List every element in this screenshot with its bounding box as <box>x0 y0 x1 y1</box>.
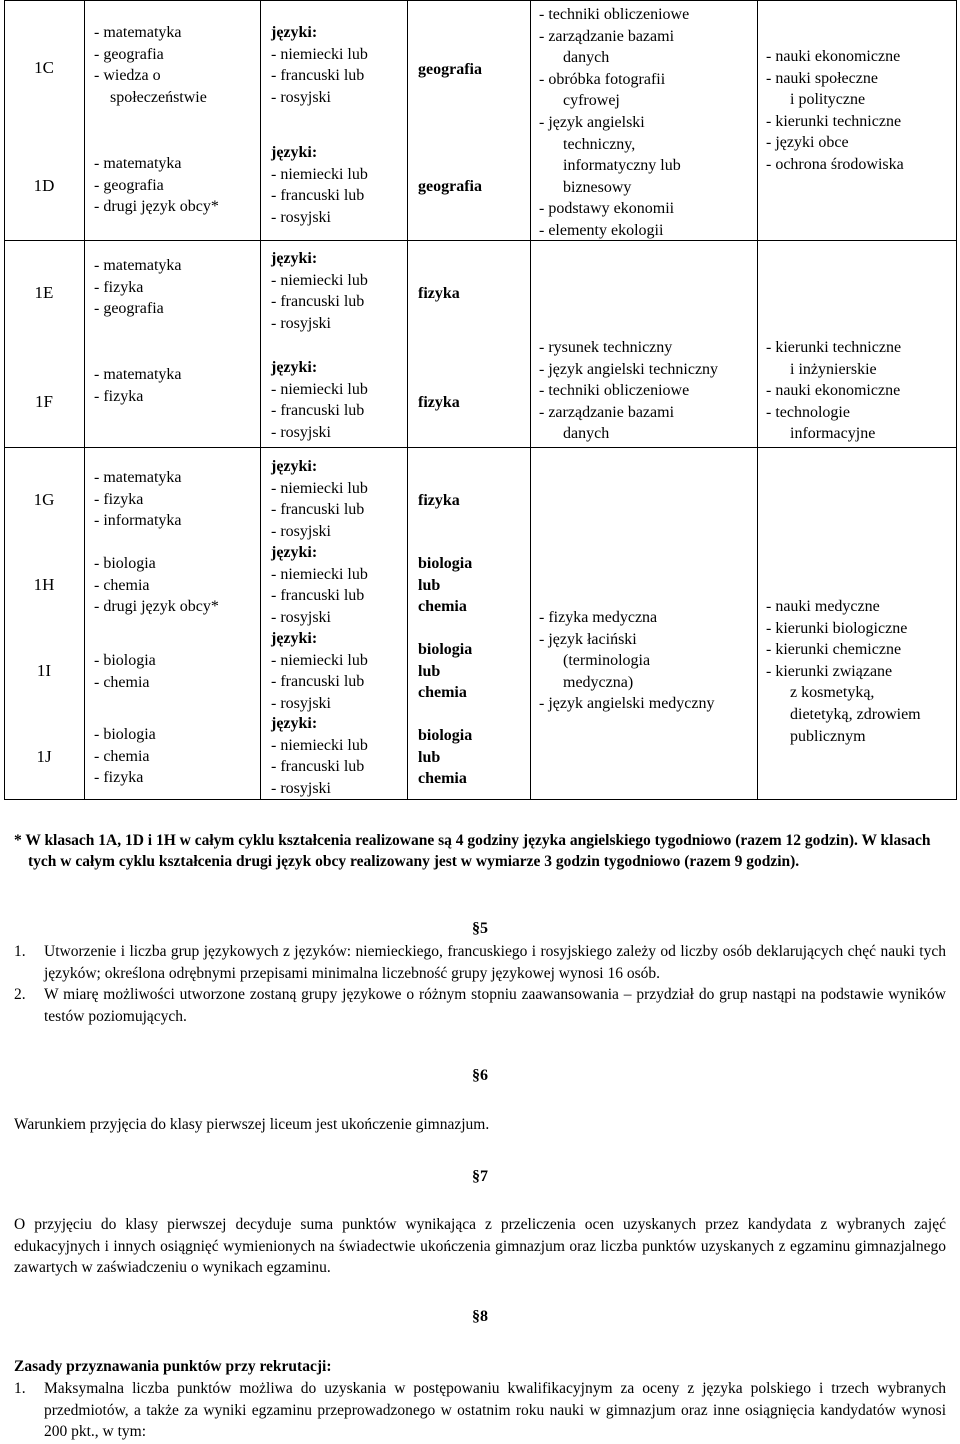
languages-1i <box>271 628 368 714</box>
languages-1h <box>271 542 368 628</box>
languages-title: języki: <box>271 458 318 475</box>
extra-1c: geografia <box>418 61 482 78</box>
languages-title: języki: <box>271 250 318 267</box>
languages-title: języki: <box>271 544 318 561</box>
languages-title: języki: <box>271 715 318 732</box>
item-text: W miarę możliwości utworzone zostaną grupy językowe o różnym stopniu zaawansowania – przydział do grup nastąpi na podstawie wyników testów poziomujących. <box>44 986 946 1025</box>
section-6-text: Warunkiem przyjęcia do klasy pierwszej liceum jest ukończenie gimnazjum. <box>14 1116 490 1133</box>
languages-list: - niemiecki lub - francuski lub - rosyjski <box>271 271 368 332</box>
extra-1f: fizyka <box>418 394 460 411</box>
section-8-title: §8 <box>472 1308 488 1325</box>
subjects-1e: - matematyka - fizyka - geografia <box>94 257 182 318</box>
list-item <box>14 984 946 1027</box>
section-5 <box>14 941 946 1027</box>
languages-list: - niemiecki lub - francuski lub - rosyjski <box>271 479 368 540</box>
fields-group-1: - nauki ekonomiczne - nauki społeczne i polityczne - kierunki techniczne - języki obce - ochrona środowiska <box>766 48 904 173</box>
languages-list: - niemiecki lub - francuski lub - rosyjski <box>271 165 368 226</box>
section-8-heading: Zasady przyznawania punktów przy rekrutacji: <box>14 1358 332 1375</box>
program-group-2: - rysunek techniczny - język angielski techniczny - techniki obliczeniowe - zarządzanie bazami danych <box>539 339 719 443</box>
extra-1j: biologia lub chemia <box>418 727 473 788</box>
item-number: 2. <box>14 986 26 1004</box>
subjects-1c: - matematyka - geografia - wiedza o społeczeństwie <box>94 24 207 106</box>
languages-list: - niemiecki lub - francuski lub - rosyjski <box>271 651 368 712</box>
item-number: 1. <box>14 943 26 960</box>
item-text: Maksymalna liczba punktów możliwa do uzyskania w postępowaniu kwalifikacyjnym za oceny z języka polskiego i trzech wybranych przedmiotów, a także za wyniki egzaminu przeprowadzonego w ostatnim roku nauki w gimnazjum oraz inne osiągnięcia kandydatów wynosi 200 pkt., w tym: <box>44 1380 946 1441</box>
extra-1g: fizyka <box>418 492 460 509</box>
class-1g: 1G <box>33 490 55 509</box>
extra-1d: geografia <box>418 178 482 195</box>
languages-1e <box>271 248 368 334</box>
item-number: 1. <box>14 1380 26 1397</box>
class-1e: 1E <box>34 283 54 302</box>
section-7-text: O przyjęciu do klasy pierwszej decyduje suma punktów wynikająca z przeliczenia ocen uzyskanych przez kandydata z wybranych zajęć edukacyjnych i innych osiągnięć wymienionych na świadectwie ukończenia gimnazjum oraz liczba punktów uzyskanych z egzaminu gimnazjalnego zawartych w zaświadczeniu o wynikach egzaminu. <box>14 1216 946 1277</box>
class-1f: 1F <box>35 392 53 411</box>
languages-list: - niemiecki lub - francuski lub - rosyjski <box>271 45 368 106</box>
subjects-1d: - matematyka - geografia - drugi język obcy* <box>94 155 219 216</box>
languages-1j <box>271 713 368 799</box>
extra-1i: biologia lub chemia <box>418 641 473 702</box>
class-1c: 1C <box>34 58 54 77</box>
footnote: * W klasach 1A, 1D i 1H w całym cyklu kształcenia realizowane są 4 godziny języka angielskiego tygodniowo (razem 12 godzin). W klasach tych w całym cyklu kształcenia drugi język obcy realizowany jest w wymiarze 3 godzin tygodniowo (razem 9 godzin). <box>14 832 931 870</box>
class-1i: 1I <box>36 661 52 680</box>
list-item <box>14 1378 946 1443</box>
languages-title: języki: <box>271 359 318 376</box>
subjects-1h: - biologia - chemia - drugi język obcy* <box>94 555 219 616</box>
languages-list: - niemiecki lub - francuski lub - rosyjski <box>271 565 368 626</box>
section-6-title: §6 <box>472 1067 488 1084</box>
section-8 <box>14 1378 946 1443</box>
languages-title: języki: <box>271 630 318 647</box>
fields-group-3: - nauki medyczne - kierunki biologiczne - kierunki chemiczne - kierunki związane z kosmetyką, dietetyką, zdrowiem publicznym <box>766 598 921 745</box>
class-1d: 1D <box>33 176 55 195</box>
languages-1c <box>271 22 368 108</box>
extra-1e: fizyka <box>418 285 460 302</box>
subjects-1j: - biologia - chemia - fizyka <box>94 726 156 787</box>
languages-1g <box>271 456 368 542</box>
class-1h: 1H <box>33 575 55 594</box>
languages-list: - niemiecki lub - francuski lub - rosyjski <box>271 736 368 797</box>
program-group-3: - fizyka medyczna - język łaciński (terminologia medyczna) - język angielski medyczny <box>539 609 715 713</box>
section-7-title: §7 <box>472 1168 488 1185</box>
languages-title: języki: <box>271 24 318 41</box>
section-5-title: §5 <box>472 920 488 937</box>
languages-list: - niemiecki lub - francuski lub - rosyjski <box>271 380 368 441</box>
program-group-1: - techniki obliczeniowe - zarządzanie bazami danych - obróbka fotografii cyfrowej - język angielski techniczny, informatyczny lub biznesowy - podstawy ekonomii - elementy ekologii <box>539 6 690 239</box>
item-text: Utworzenie i liczba grup językowych z języków: niemieckiego, francuskiego i rosyjskiego zależy od liczby osób deklarujących chęć nauki tych języków; określona odrębnymi przepisami minimalna liczebność grupy językowej wynosi 16 osób. <box>44 943 946 982</box>
list-item <box>14 941 946 984</box>
subjects-1f: - matematyka - fizyka <box>94 366 182 405</box>
extra-1h: biologia lub chemia <box>418 555 473 616</box>
languages-1f <box>271 357 368 443</box>
languages-1d <box>271 142 368 228</box>
fields-group-2: - kierunki techniczne i inżynierskie - nauki ekonomiczne - technologie informacyjne <box>766 339 902 443</box>
class-1j: 1J <box>36 747 52 766</box>
subjects-1i: - biologia - chemia <box>94 652 156 691</box>
languages-title: języki: <box>271 144 318 161</box>
subjects-1g: - matematyka - fizyka - informatyka <box>94 469 182 530</box>
